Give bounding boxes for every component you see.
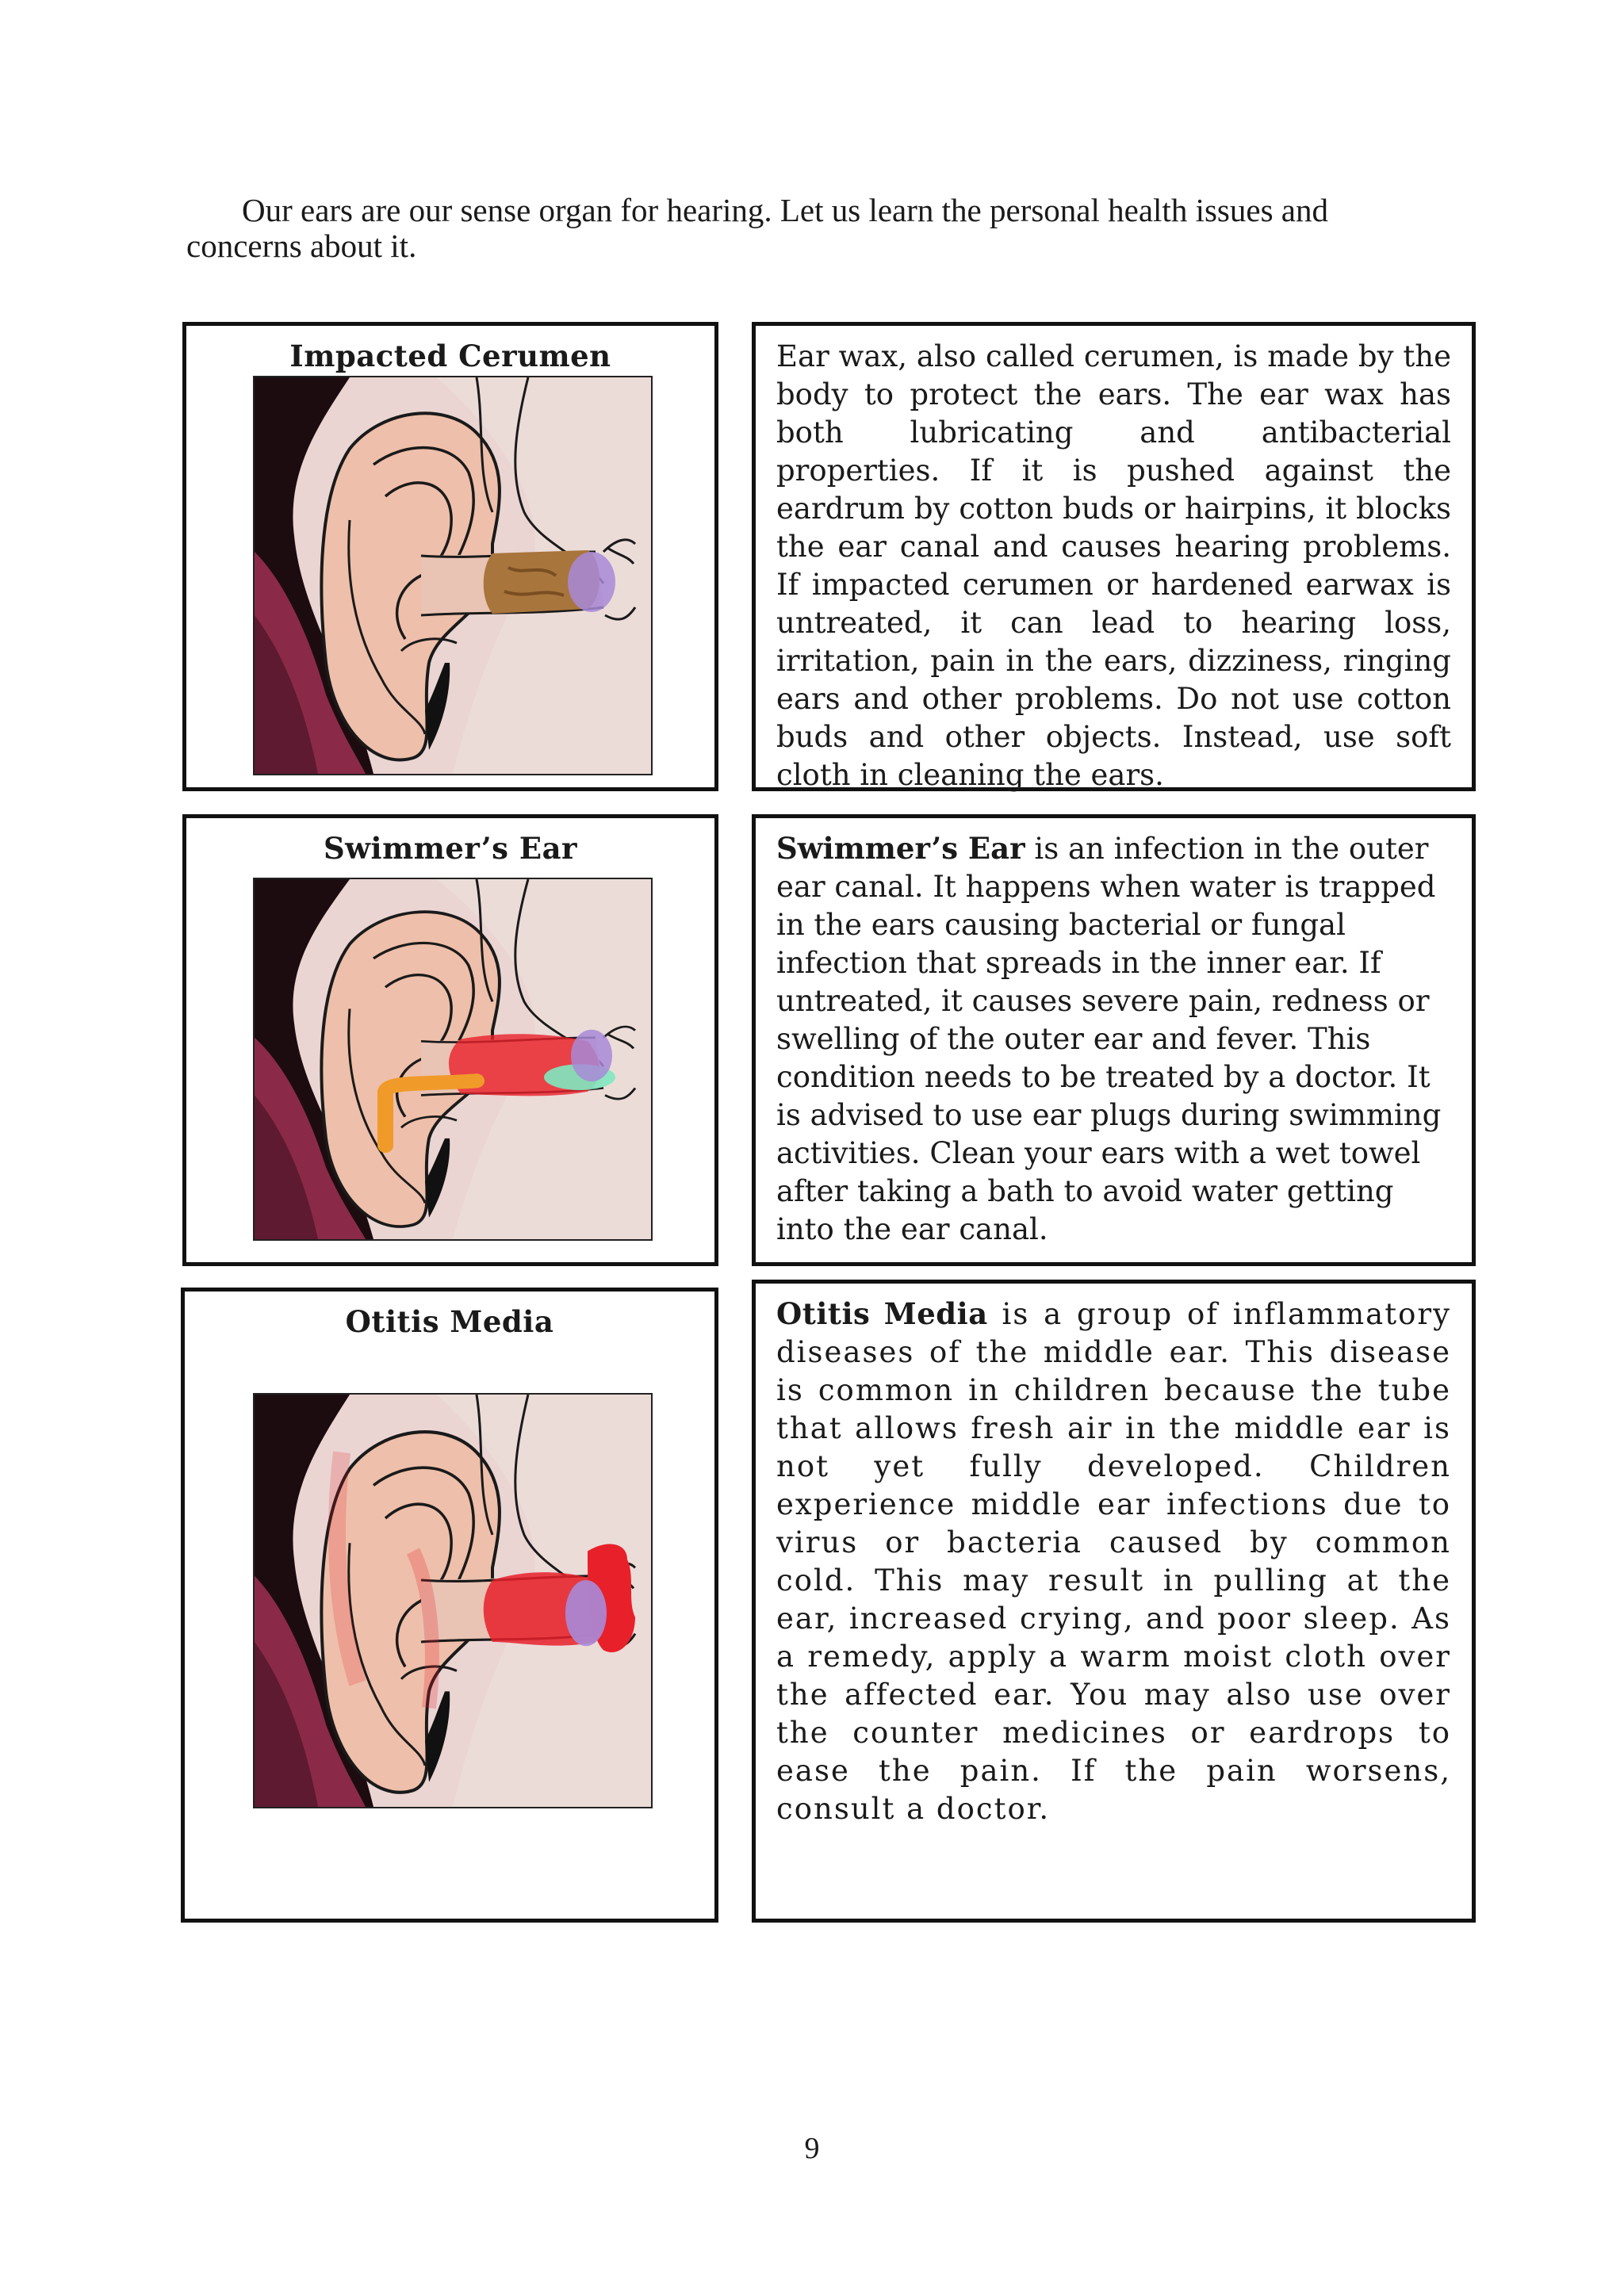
description-text: is an infection in the outer ear canal. It happens when water is trapped in the ears causing bacterial or fungal infection that spreads in the inner ear. If untreated, it causes severe pain, redness or swelling of the outer ear and fever. This condition needs to be treated by a doctor. It is advised to use ear plugs during swimming activities. Clean your ears with a wet towel after taking a bath to avoid water getting into the ear canal. <box>776 832 1442 1246</box>
description-swimmers-ear <box>776 829 1451 1249</box>
description-lead: Swimmer’s Ear <box>776 831 1025 866</box>
picture-box-swimmers-ear <box>182 814 718 1266</box>
description-otitis-media <box>776 1295 1451 1828</box>
intro-paragraph <box>186 193 1344 264</box>
description-text: is a group of inflammatory diseases of the middle ear. This disease is common in children because the tube that allows fresh air in the middle ear is not yet fully developed. Children experience middle ear infections due to virus or bacteria caused by common cold. This may result in pulling at the ear, increased crying, and poor sleep. As a remedy, apply a warm moist cloth over the affected ear. You may also use over the counter medicines or eardrops to ease the pain. If the pain worsens, consult a doctor. <box>776 1297 1451 1826</box>
description-text: Ear wax, also called cerumen, is made by the body to protect the ears. The ear wax has both lubricating and antibacterial properties. If it is pushed against the eardrum by cotton buds or hairpins, it blocks the ear canal and causes hearing problems. If impacted cerumen or hardened earwax is untreated, it can lead to hearing loss, irritation, pain in the ears, dizziness, ringing ears and other problems. Do not use cotton buds and other objects. Instead, use soft cloth in cleaning the ears. <box>776 339 1451 792</box>
picture-box-otitis-media <box>181 1288 718 1923</box>
middle-ear-inflammation-illustration-icon <box>253 1393 653 1808</box>
picture-title: Swimmer’s Ear <box>323 831 578 866</box>
ear-canal-infection-illustration-icon <box>253 878 653 1241</box>
description-lead: Otitis Media <box>776 1296 988 1331</box>
text-box-otitis-media <box>752 1280 1476 1923</box>
picture-title: Impacted Cerumen <box>289 339 611 373</box>
text-box-impacted-cerumen <box>752 322 1476 791</box>
picture-title: Otitis Media <box>345 1304 554 1339</box>
intro-text: Our ears are our sense organ for hearing. Let us learn the personal health issues and concerns about it. <box>186 192 1328 264</box>
page-number: 9 <box>804 2132 820 2165</box>
text-box-swimmers-ear <box>752 814 1476 1266</box>
ear-canal-earwax-illustration-icon <box>253 376 653 775</box>
picture-box-impacted-cerumen <box>182 322 718 791</box>
description-impacted-cerumen <box>776 337 1451 794</box>
